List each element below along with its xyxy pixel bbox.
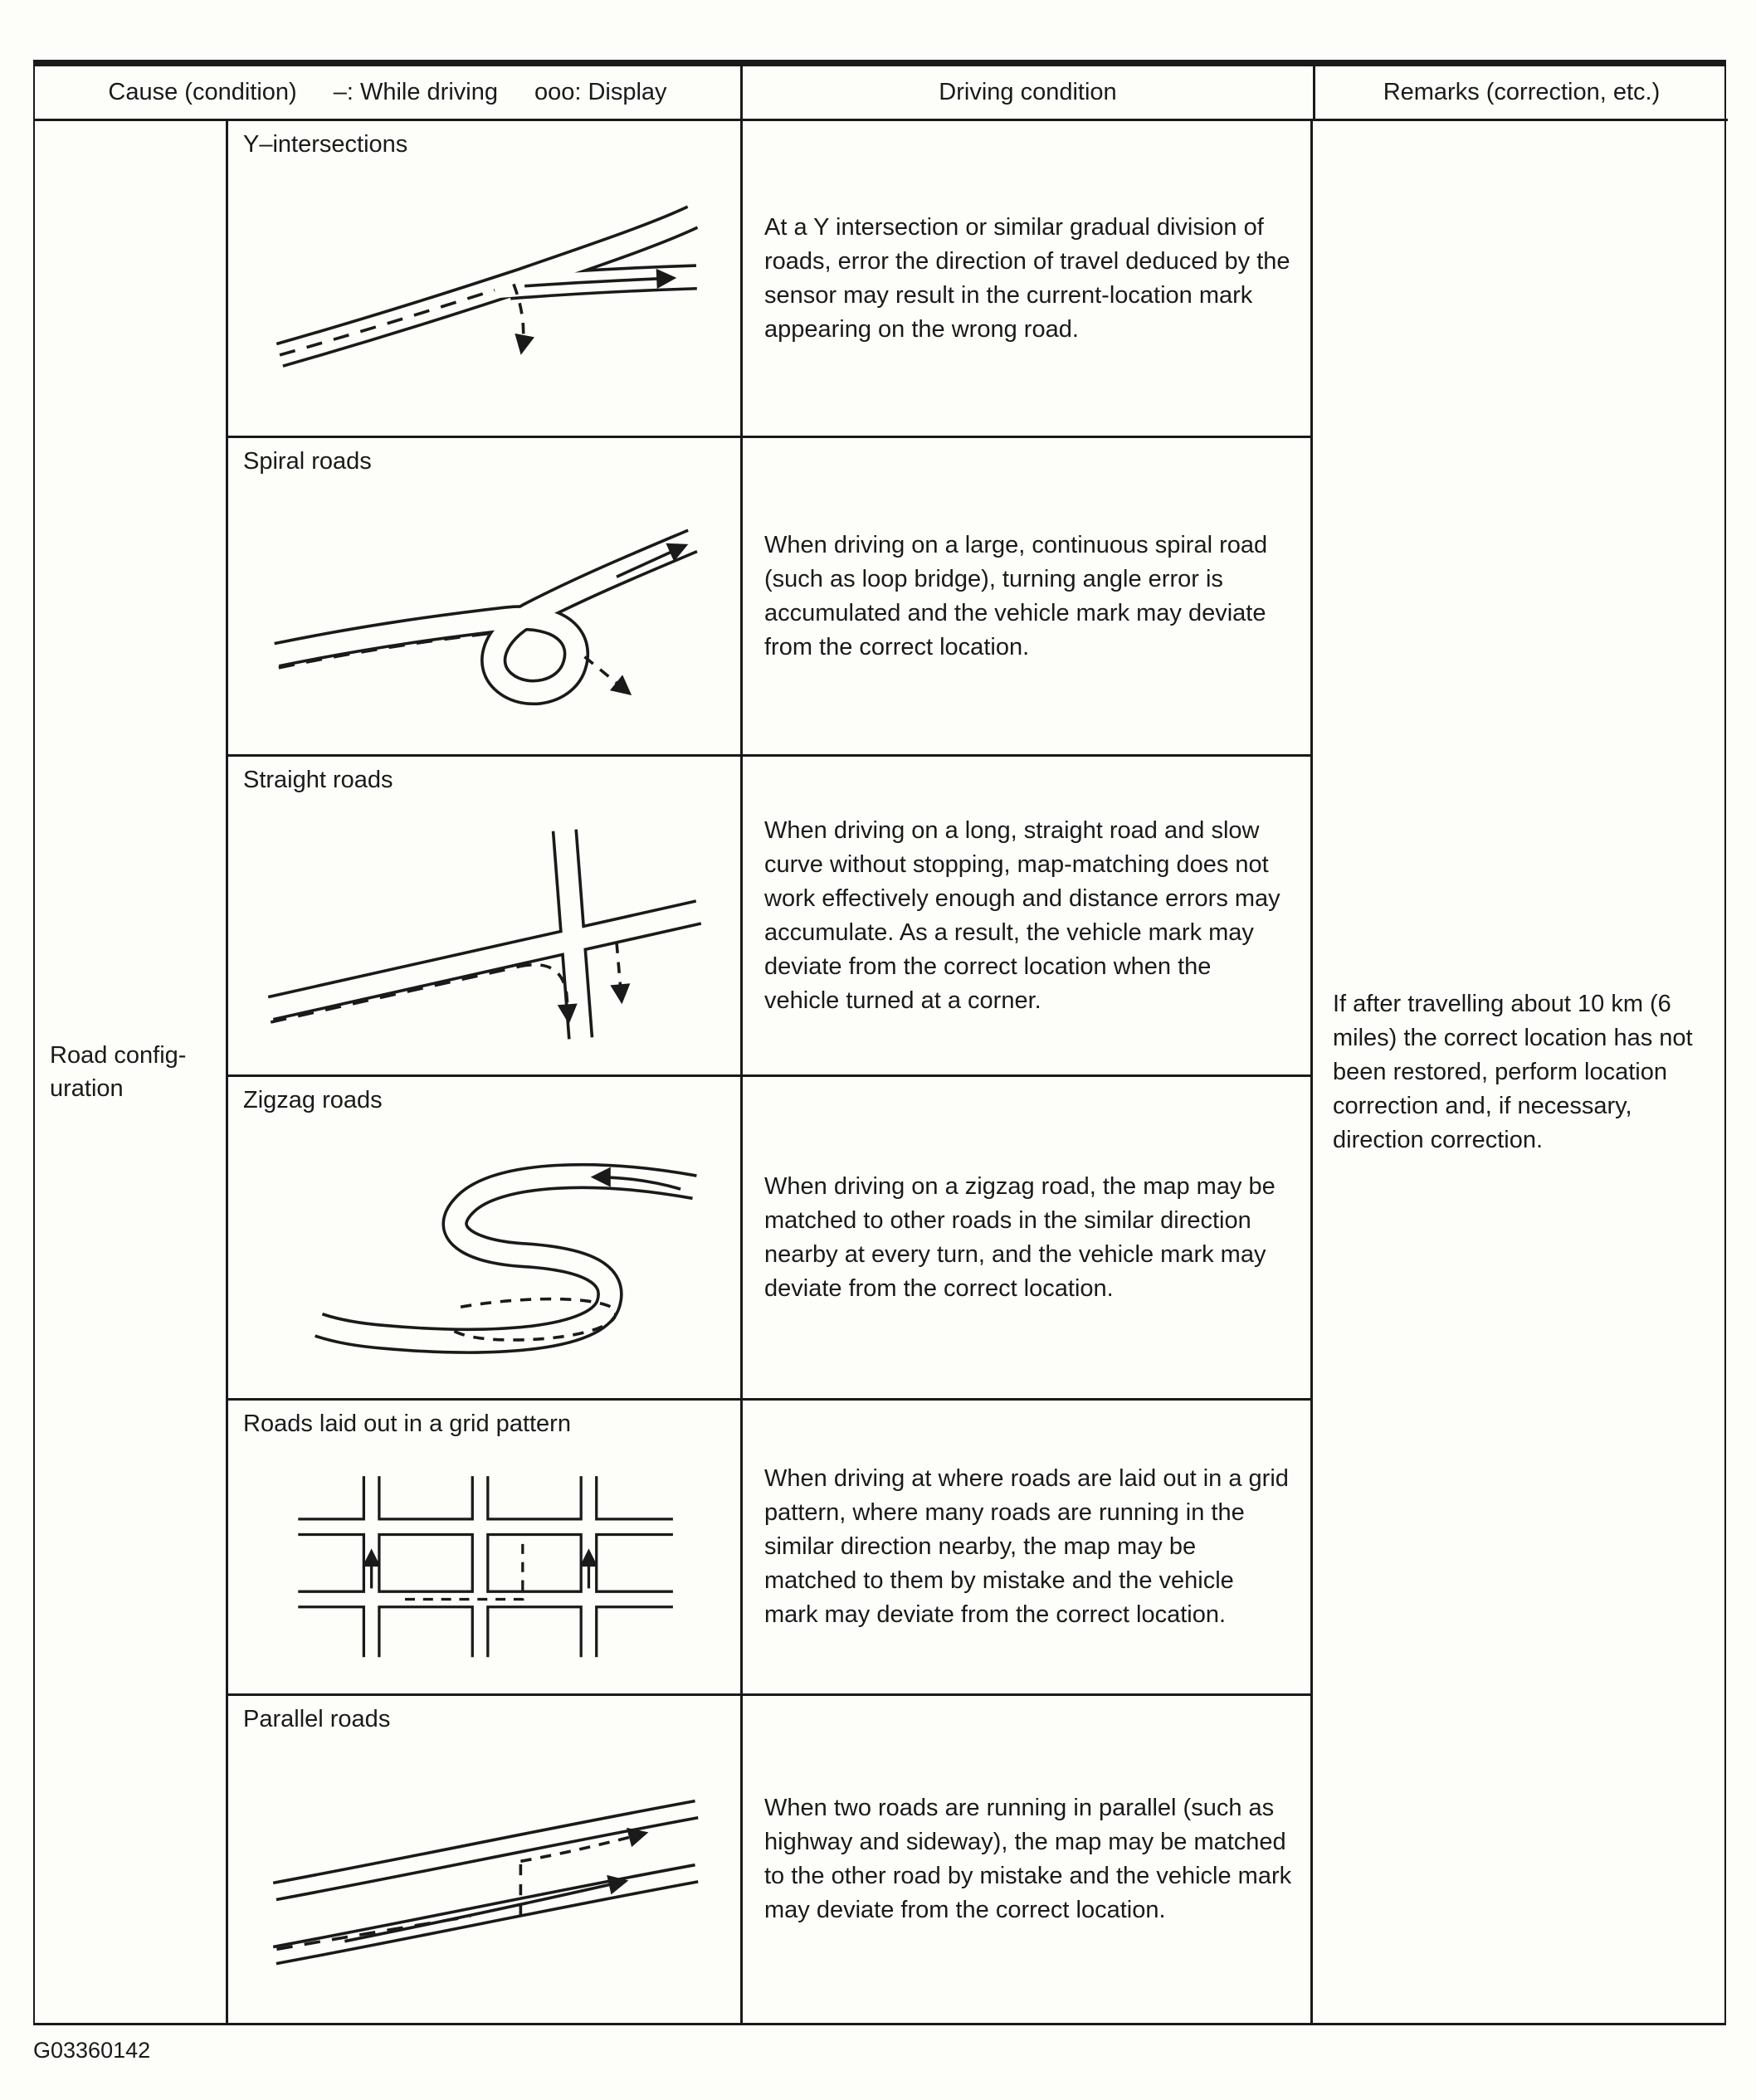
category-road-configuration (35, 121, 226, 2023)
legend-while-driving: –: While driving (333, 79, 498, 105)
row-y-intersections (226, 121, 740, 438)
row-parallel-roads (226, 1696, 740, 2023)
remarks-cell (1313, 121, 1728, 2023)
row-title: Y–intersections (243, 131, 408, 158)
header-cause-label: Cause (condition) (108, 79, 297, 105)
grid-pattern-road-diagram (277, 1465, 692, 1664)
header-remarks-label: Remarks (correction, etc.) (1383, 79, 1661, 105)
condition-parallel-roads (740, 1696, 1313, 2023)
driving-condition-text: When driving on a large, continuous spiral road (such as loop bridge), turning angle error is accumulated and the vehicle mark may deviate from the correct location. (764, 531, 1268, 660)
category-label: Road config-uration (50, 1042, 187, 1102)
condition-grid-pattern (740, 1401, 1313, 1696)
header-driving-condition-label: Driving condition (939, 79, 1117, 105)
straight-road-diagram (265, 825, 705, 1045)
row-zigzag-roads (226, 1077, 740, 1401)
legend-display: ooo: Display (534, 79, 667, 105)
row-grid-pattern (226, 1401, 740, 1696)
y-intersection-road-diagram (265, 188, 705, 407)
header-driving-condition (740, 66, 1313, 121)
row-title: Parallel roads (243, 1706, 391, 1732)
spiral-road-diagram (265, 505, 705, 725)
navigation-troubleshooting-table (33, 60, 1726, 2025)
row-title: Straight roads (243, 767, 393, 793)
driving-condition-text: When two roads are running in parallel (such as highway and sideway), the map may be matched to the other road by mistake and the vehicle mark may deviate from the correct location. (764, 1795, 1292, 1923)
condition-y-intersections (740, 121, 1313, 438)
condition-zigzag-roads (740, 1077, 1313, 1401)
driving-condition-text: When driving on a zigzag road, the map may be matched to other roads in the similar direction nearby at every turn, and the vehicle mark may deviate from the correct location. (764, 1172, 1276, 1302)
driving-condition-text: When driving at where roads are laid out in a grid pattern, where many roads are running in the similar direction nearby, the map may be matched to them by mistake and the vehicle mark may deviate from the correct location. (764, 1465, 1289, 1628)
condition-straight-roads (740, 757, 1313, 1077)
condition-spiral-roads (740, 438, 1313, 757)
row-title: Roads laid out in a grid pattern (243, 1411, 571, 1437)
driving-condition-text: When driving on a long, straight road and slow curve without stopping, map-matching does not work effectively enough and distance errors may accumulate. As a result, the vehicle mark may deviate from the correct location when the vehicle turned at a corner. (764, 816, 1280, 1014)
row-title: Spiral roads (243, 448, 372, 475)
remarks-text: If after travelling about 10 km (6 miles) the correct location has not been restored, perform location correction and, if necessary, direction correction. (1333, 990, 1693, 1153)
driving-condition-text: At a Y intersection or similar gradual division of roads, error the direction of travel deduced by the sensor may result in the current-location mark appearing on the wrong road. (764, 213, 1290, 343)
header-remarks (1313, 66, 1728, 121)
row-title: Zigzag roads (243, 1087, 383, 1113)
row-spiral-roads (226, 438, 740, 757)
header-cause-condition (35, 66, 740, 121)
figure-id: G03360142 (33, 2038, 151, 2063)
parallel-roads-diagram (265, 1769, 705, 1989)
row-straight-roads (226, 757, 740, 1077)
zigzag-road-diagram (265, 1147, 705, 1367)
